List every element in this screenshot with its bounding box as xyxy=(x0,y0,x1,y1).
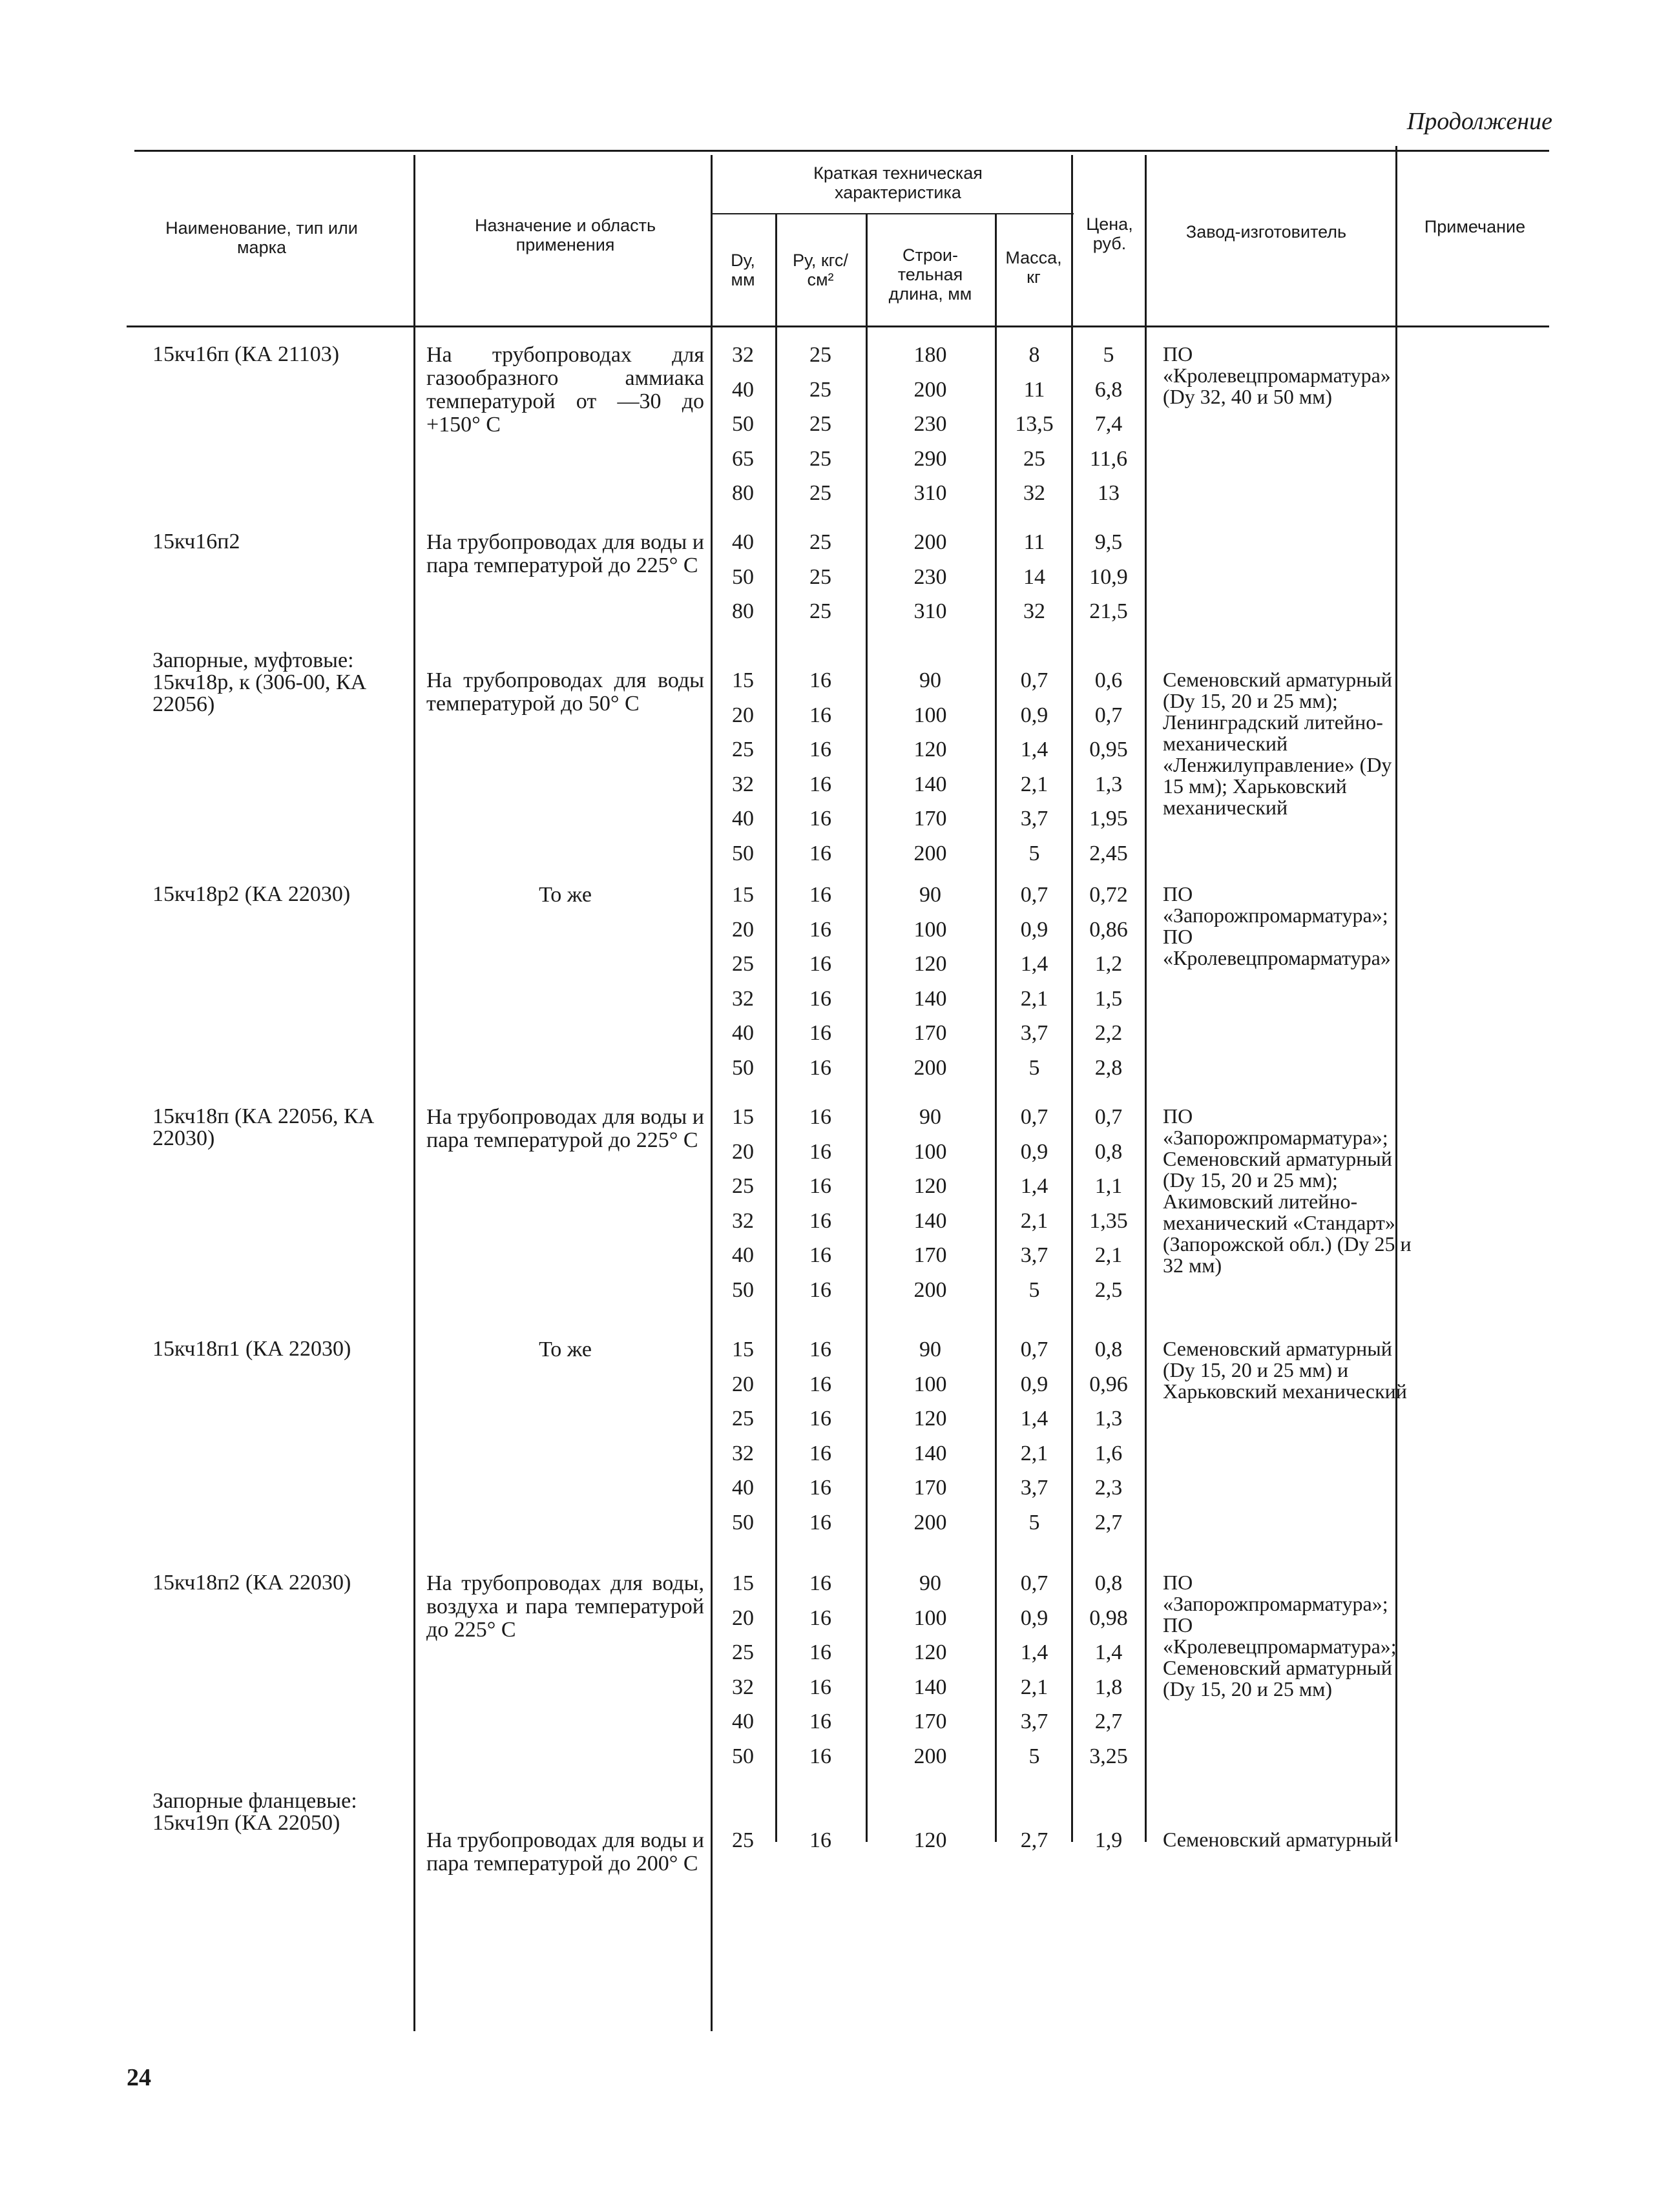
item-purpose: То же xyxy=(539,883,592,907)
item-name: 15кч18п (КА 22056, КА 22030) xyxy=(152,1104,375,1150)
cell-price: 0,8 xyxy=(1094,1338,1123,1361)
cell-len: 140 xyxy=(913,772,947,796)
cell-py: 25 xyxy=(809,412,831,436)
cell-price: 1,8 xyxy=(1094,1675,1123,1699)
cell-py: 16 xyxy=(809,1675,831,1699)
cell-py: 25 xyxy=(809,599,831,623)
item-name: 15кч18р2 (КА 22030) xyxy=(152,882,351,906)
cell-mass: 2,1 xyxy=(1020,1675,1048,1699)
cell-mass: 1,4 xyxy=(1020,1407,1048,1431)
cell-py: 25 xyxy=(809,377,831,402)
cell-mass: 13,5 xyxy=(1015,412,1054,436)
cell-mass: 0,7 xyxy=(1020,1105,1048,1129)
cell-price: 10,9 xyxy=(1089,564,1128,589)
cell-mass: 0,9 xyxy=(1020,1606,1048,1630)
cell-py: 25 xyxy=(809,343,831,367)
cell-dy: 32 xyxy=(732,343,754,367)
cell-py: 16 xyxy=(809,1710,831,1733)
header-py: Pу, кгс/см² xyxy=(793,251,848,289)
cell-price: 9,5 xyxy=(1094,530,1123,554)
header-bottom-rule xyxy=(127,326,1549,327)
cell-py: 16 xyxy=(809,1338,831,1361)
cell-dy: 50 xyxy=(732,1055,754,1080)
cell-dy: 20 xyxy=(732,1606,754,1630)
col-divider-2 xyxy=(711,155,713,2031)
item-name: 15кч18п1 (КА 22030) xyxy=(152,1337,351,1361)
cell-py: 16 xyxy=(809,1828,831,1852)
cell-py: 16 xyxy=(809,1510,831,1535)
cell-price: 1,6 xyxy=(1094,1441,1123,1465)
cell-len: 310 xyxy=(913,481,947,505)
cell-dy: 50 xyxy=(732,1510,754,1535)
cell-price: 21,5 xyxy=(1089,599,1128,623)
cell-mass: 3,7 xyxy=(1020,1243,1048,1267)
item-plant: ПО «Запорожпромарматура»; ПО «Кролевецпромарматура»; Семеновский арматурный (Dу 15, 20 и 25 мм) xyxy=(1163,1571,1397,1700)
cell-py: 16 xyxy=(809,1744,831,1768)
spec-header-rule xyxy=(712,213,1074,214)
cell-mass: 1,4 xyxy=(1020,952,1048,976)
cell-mass: 8 xyxy=(1028,343,1040,367)
cell-mass: 2,1 xyxy=(1020,772,1048,796)
cell-len: 90 xyxy=(919,668,941,692)
cell-dy: 65 xyxy=(732,446,754,471)
cell-mass: 5 xyxy=(1028,1744,1040,1768)
cell-len: 140 xyxy=(913,986,947,1011)
cell-price: 1,9 xyxy=(1094,1828,1123,1852)
cell-len: 120 xyxy=(913,1828,947,1852)
cell-price: 0,8 xyxy=(1094,1139,1123,1164)
cell-len: 180 xyxy=(913,343,947,367)
cell-py: 25 xyxy=(809,481,831,505)
cell-price: 13 xyxy=(1098,481,1120,505)
cell-price: 2,1 xyxy=(1094,1243,1123,1267)
item-plant: ПО «Запорожпромарматура»; ПО «Кролевецпромарматура» xyxy=(1163,882,1391,969)
col-divider-7 xyxy=(1145,155,1147,1842)
cell-mass: 0,9 xyxy=(1020,1372,1048,1396)
cell-dy: 15 xyxy=(732,1571,754,1595)
cell-py: 16 xyxy=(809,807,831,831)
cell-len: 90 xyxy=(919,883,941,907)
item-plant: ПО «Запорожпромарматура»; Семеновский арматурный (Dу 15, 20 и 25 мм); Акимовский литейно-механический «Стандарт» (Запорожской обл.) (Dу 25 и 32 мм) xyxy=(1163,1104,1412,1277)
cell-mass: 11 xyxy=(1023,377,1045,402)
cell-mass: 0,7 xyxy=(1020,1571,1048,1595)
cell-price: 0,86 xyxy=(1089,917,1128,942)
cell-dy: 25 xyxy=(732,1640,754,1664)
col-divider-5 xyxy=(995,214,997,1842)
cell-price: 2,8 xyxy=(1094,1055,1123,1080)
item-purpose: То же xyxy=(539,1338,592,1361)
cell-len: 90 xyxy=(919,1338,941,1361)
item-purpose: На трубопроводах для воды и пара температурой до 225° С xyxy=(426,1105,704,1152)
cell-len: 120 xyxy=(913,1640,947,1664)
cell-len: 170 xyxy=(913,1710,947,1733)
cell-py: 25 xyxy=(809,564,831,589)
cell-py: 16 xyxy=(809,668,831,692)
cell-len: 200 xyxy=(913,841,947,865)
cell-dy: 40 xyxy=(732,1476,754,1500)
cell-py: 16 xyxy=(809,986,831,1011)
cell-price: 0,8 xyxy=(1094,1571,1123,1595)
cell-mass: 5 xyxy=(1028,1510,1040,1535)
cell-len: 200 xyxy=(913,1055,947,1080)
cell-dy: 15 xyxy=(732,1105,754,1129)
cell-mass: 1,4 xyxy=(1020,1174,1048,1198)
cell-dy: 32 xyxy=(732,1441,754,1465)
item-plant: Семеновский арматурный (Dу 15, 20 и 25 мм) и Харьковский механический xyxy=(1163,1337,1407,1403)
cell-mass: 2,7 xyxy=(1020,1828,1048,1852)
cell-py: 16 xyxy=(809,952,831,976)
cell-py: 16 xyxy=(809,1021,831,1045)
header-name: Наименование, тип или марка xyxy=(165,218,358,257)
cell-len: 140 xyxy=(913,1441,947,1465)
cell-len: 230 xyxy=(913,564,947,589)
cell-dy: 15 xyxy=(732,1338,754,1361)
cell-dy: 25 xyxy=(732,1407,754,1431)
cell-len: 100 xyxy=(913,1606,947,1630)
cell-py: 16 xyxy=(809,917,831,942)
cell-dy: 25 xyxy=(732,1828,754,1852)
cell-price: 2,45 xyxy=(1089,841,1128,865)
cell-dy: 20 xyxy=(732,703,754,727)
cell-py: 16 xyxy=(809,772,831,796)
header-plant: Завод-изготовитель xyxy=(1185,222,1347,242)
item-purpose: На трубопроводах для газообразного аммиака температурой от —30 до +150° С xyxy=(426,343,704,437)
cell-mass: 3,7 xyxy=(1020,1021,1048,1045)
header-dy: Dу, мм xyxy=(731,251,755,289)
cell-mass: 3,7 xyxy=(1020,1710,1048,1733)
cell-py: 16 xyxy=(809,738,831,761)
cell-py: 16 xyxy=(809,1105,831,1129)
cell-py: 16 xyxy=(809,1476,831,1500)
cell-py: 16 xyxy=(809,1407,831,1431)
cell-price: 0,95 xyxy=(1089,738,1128,761)
item-name: Запорные, муфтовые: 15кч18р, к (306-00, КА 22056) xyxy=(152,648,367,716)
cell-mass: 32 xyxy=(1023,599,1045,623)
cell-py: 16 xyxy=(809,1571,831,1595)
item-purpose: На трубопроводах для воды температурой до 50° С xyxy=(426,668,704,716)
item-purpose: На трубопроводах для воды, воздуха и пара температурой до 225° С xyxy=(426,1571,704,1642)
cell-len: 90 xyxy=(919,1105,941,1129)
cell-price: 7,4 xyxy=(1094,412,1123,436)
col-divider-1 xyxy=(413,155,415,2031)
cell-mass: 5 xyxy=(1028,841,1040,865)
cell-py: 16 xyxy=(809,883,831,907)
cell-price: 11,6 xyxy=(1089,446,1128,471)
cell-price: 1,95 xyxy=(1089,807,1128,831)
cell-len: 90 xyxy=(919,1571,941,1595)
cell-py: 16 xyxy=(809,1640,831,1664)
header-purpose: Назначение и область применения xyxy=(474,216,656,254)
cell-price: 2,5 xyxy=(1094,1277,1123,1302)
cell-len: 140 xyxy=(913,1675,947,1699)
cell-mass: 1,4 xyxy=(1020,738,1048,761)
item-plant: ПО «Кролевецпромарматура» (Dу 32, 40 и 50 мм) xyxy=(1163,342,1391,408)
cell-dy: 50 xyxy=(732,412,754,436)
item-name: 15кч18п2 (КА 22030) xyxy=(152,1571,351,1595)
cell-len: 120 xyxy=(913,1174,947,1198)
cell-dy: 32 xyxy=(732,1208,754,1233)
cell-mass: 1,4 xyxy=(1020,1640,1048,1664)
cell-mass: 0,7 xyxy=(1020,1338,1048,1361)
cell-price: 0,7 xyxy=(1094,1105,1123,1129)
header-mass: Масса, кг xyxy=(1005,248,1062,287)
cell-mass: 0,9 xyxy=(1020,917,1048,942)
cell-mass: 25 xyxy=(1023,446,1045,471)
cell-price: 1,4 xyxy=(1094,1640,1123,1664)
cell-py: 16 xyxy=(809,1208,831,1233)
cell-len: 100 xyxy=(913,917,947,942)
cell-dy: 80 xyxy=(732,599,754,623)
cell-mass: 2,1 xyxy=(1020,1441,1048,1465)
header-spec-group: Краткая техническая характеристика xyxy=(813,163,983,202)
cell-mass: 0,9 xyxy=(1020,703,1048,727)
cell-dy: 50 xyxy=(732,1277,754,1302)
cell-price: 0,96 xyxy=(1089,1372,1128,1396)
cell-dy: 40 xyxy=(732,1021,754,1045)
cell-dy: 40 xyxy=(732,530,754,554)
cell-mass: 5 xyxy=(1028,1277,1040,1302)
header-price: Цена, руб. xyxy=(1086,214,1133,253)
cell-py: 25 xyxy=(809,530,831,554)
header-note: Примечание xyxy=(1424,217,1526,236)
cell-len: 200 xyxy=(913,377,947,402)
cell-len: 140 xyxy=(913,1208,947,1233)
cell-py: 16 xyxy=(809,841,831,865)
cell-len: 170 xyxy=(913,807,947,831)
cell-len: 200 xyxy=(913,1510,947,1535)
cell-price: 6,8 xyxy=(1094,377,1123,402)
cell-py: 16 xyxy=(809,1174,831,1198)
cell-len: 200 xyxy=(913,1744,947,1768)
cell-len: 200 xyxy=(913,530,947,554)
cell-price: 3,25 xyxy=(1089,1744,1128,1768)
item-plant: Семеновский арматурный (Dу 15, 20 и 25 мм); Ленинградский литейно-механический «Ленжилуправление» (Dу 15 мм); Харьковский механический xyxy=(1163,668,1392,819)
cell-py: 16 xyxy=(809,1277,831,1302)
cell-price: 1,2 xyxy=(1094,952,1123,976)
cell-price: 2,7 xyxy=(1094,1510,1123,1535)
cell-len: 120 xyxy=(913,1407,947,1431)
cell-mass: 0,9 xyxy=(1020,1139,1048,1164)
cell-len: 170 xyxy=(913,1021,947,1045)
cell-price: 1,3 xyxy=(1094,1407,1123,1431)
cell-py: 16 xyxy=(809,1606,831,1630)
cell-dy: 40 xyxy=(732,1243,754,1267)
cell-dy: 50 xyxy=(732,841,754,865)
cell-price: 5 xyxy=(1103,343,1114,367)
cell-mass: 0,7 xyxy=(1020,668,1048,692)
cell-price: 2,2 xyxy=(1094,1021,1123,1045)
cell-py: 16 xyxy=(809,1372,831,1396)
item-plant: Семеновский арматурный xyxy=(1163,1828,1392,1851)
cell-price: 0,72 xyxy=(1089,883,1128,907)
cell-dy: 32 xyxy=(732,1675,754,1699)
cell-len: 120 xyxy=(913,952,947,976)
cell-mass: 11 xyxy=(1023,530,1045,554)
cell-dy: 40 xyxy=(732,377,754,402)
cell-len: 100 xyxy=(913,1139,947,1164)
cell-len: 170 xyxy=(913,1243,947,1267)
cell-dy: 50 xyxy=(732,564,754,589)
col-divider-6 xyxy=(1071,155,1073,1842)
cell-price: 0,7 xyxy=(1094,703,1123,727)
item-name: 15кч16п (КА 21103) xyxy=(152,342,340,366)
item-purpose: На трубопроводах для воды и пара температурой до 225° С xyxy=(426,530,704,577)
cell-mass: 5 xyxy=(1028,1055,1040,1080)
cell-len: 200 xyxy=(913,1277,947,1302)
cell-price: 0,6 xyxy=(1094,668,1123,692)
item-name: Запорные фланцевые: 15кч19п (КА 22050) xyxy=(152,1789,357,1835)
cell-dy: 25 xyxy=(732,952,754,976)
cell-price: 2,7 xyxy=(1094,1710,1123,1733)
cell-price: 0,98 xyxy=(1089,1606,1128,1630)
cell-dy: 80 xyxy=(732,481,754,505)
page-number: 24 xyxy=(127,2064,151,2091)
cell-mass: 14 xyxy=(1023,564,1045,589)
cell-mass: 2,1 xyxy=(1020,1208,1048,1233)
cell-mass: 3,7 xyxy=(1020,807,1048,831)
cell-dy: 20 xyxy=(732,1139,754,1164)
table-top-rule xyxy=(134,150,1549,152)
col-divider-4 xyxy=(866,214,868,1842)
cell-dy: 32 xyxy=(732,772,754,796)
cell-dy: 20 xyxy=(732,917,754,942)
cell-dy: 20 xyxy=(732,1372,754,1396)
cell-dy: 40 xyxy=(732,1710,754,1733)
cell-py: 25 xyxy=(809,446,831,471)
cell-price: 1,5 xyxy=(1094,986,1123,1011)
cell-len: 290 xyxy=(913,446,947,471)
cell-dy: 15 xyxy=(732,668,754,692)
cell-mass: 3,7 xyxy=(1020,1476,1048,1500)
cell-py: 16 xyxy=(809,703,831,727)
cell-mass: 32 xyxy=(1023,481,1045,505)
cell-py: 16 xyxy=(809,1139,831,1164)
col-divider-3 xyxy=(775,214,777,1842)
cell-price: 1,3 xyxy=(1094,772,1123,796)
cell-py: 16 xyxy=(809,1055,831,1080)
cell-mass: 0,7 xyxy=(1020,883,1048,907)
item-name: 15кч16п2 xyxy=(152,530,240,553)
cell-mass: 2,1 xyxy=(1020,986,1048,1011)
cell-price: 2,3 xyxy=(1094,1476,1123,1500)
cell-py: 16 xyxy=(809,1441,831,1465)
header-length: Строи-тельная длина, мм xyxy=(888,245,972,304)
cell-dy: 15 xyxy=(732,883,754,907)
cell-dy: 50 xyxy=(732,1744,754,1768)
cell-len: 310 xyxy=(913,599,947,623)
cell-dy: 25 xyxy=(732,1174,754,1198)
cell-py: 16 xyxy=(809,1243,831,1267)
cell-dy: 25 xyxy=(732,738,754,761)
cell-len: 120 xyxy=(913,738,947,761)
cell-len: 170 xyxy=(913,1476,947,1500)
item-purpose: На трубопроводах для воды и пара температурой до 200° С xyxy=(426,1828,704,1876)
cell-price: 1,35 xyxy=(1089,1208,1128,1233)
continuation-label: Продолжение xyxy=(1406,108,1552,135)
cell-len: 230 xyxy=(913,412,947,436)
cell-price: 1,1 xyxy=(1094,1174,1123,1198)
cell-dy: 40 xyxy=(732,807,754,831)
cell-len: 100 xyxy=(913,703,947,727)
cell-len: 100 xyxy=(913,1372,947,1396)
cell-dy: 32 xyxy=(732,986,754,1011)
